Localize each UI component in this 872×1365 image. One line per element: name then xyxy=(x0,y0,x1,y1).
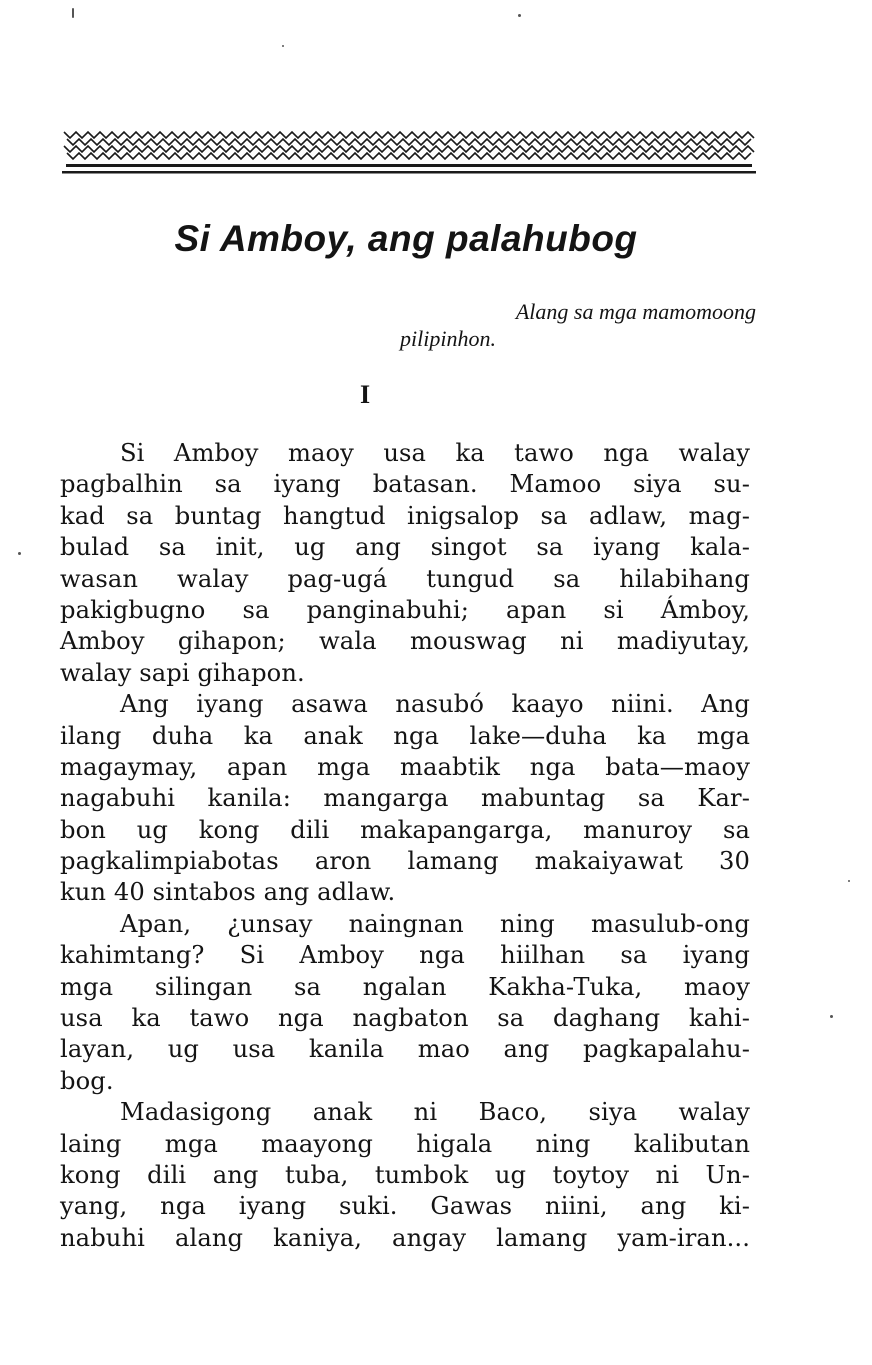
text-line: usa ka tawo nga nagbaton sa daghang kahi- xyxy=(60,1004,750,1033)
text-line: Apan, ¿unsay naingnan ning masulub-ong xyxy=(120,909,750,938)
text-line: bog. xyxy=(60,1066,114,1095)
text-line: magaymay, apan mga maabtik nga bata—maoy xyxy=(60,752,750,781)
text-line: nabuhi alang kaniya, angay lamang yam-iran... xyxy=(60,1223,750,1252)
text-line: bulad sa init, ug ang singot sa iyang kala- xyxy=(60,533,750,562)
text-line: pagkalimpiabotas aron lamang makaiyawat 30 xyxy=(60,847,750,876)
text-line: Ang iyang asawa nasubó kaayo niini. Ang xyxy=(120,690,750,719)
subtitle-line-2: pilipinhon. xyxy=(400,326,496,351)
decorative-header-border xyxy=(62,128,756,178)
text-line: yang, nga iyang suki. Gawas niini, ang ki- xyxy=(60,1192,750,1221)
scan-speck xyxy=(848,880,850,882)
scan-speck xyxy=(830,1015,833,1018)
scan-speck xyxy=(72,8,74,18)
text-line: Madasigong anak ni Baco, siya walay xyxy=(120,1098,750,1127)
text-line: walay sapi gihapon. xyxy=(60,658,305,687)
text-line: nagabuhi kanila: mangarga mabuntag sa Kar- xyxy=(60,784,750,813)
text-line: laing mga maayong higala ning kalibutan xyxy=(60,1129,750,1158)
scan-speck xyxy=(282,45,284,47)
text-line: kong dili ang tuba, tumbok ug toytoy ni Un- xyxy=(60,1160,750,1189)
text-line: bon ug kong dili makapangarga, manuroy sa xyxy=(60,815,750,844)
text-line: ilang duha ka anak nga lake—duha ka mga xyxy=(60,721,750,750)
story-title: Si Amboy, ang palahubog xyxy=(174,218,638,259)
text-line: kad sa buntag hangtud inigsalop sa adlaw, mag- xyxy=(60,501,750,530)
text-line: mga silingan sa ngalan Kakha-Tuka, maoy xyxy=(60,972,750,1001)
scan-speck xyxy=(18,552,21,555)
text-line: pakigbugno sa panginabuhi; apan si Ámboy, xyxy=(60,595,750,624)
story-body xyxy=(60,438,750,1254)
text-line: layan, ug usa kanila mao ang pagkapalahu- xyxy=(60,1035,750,1064)
dedication-subtitle xyxy=(400,298,760,352)
subtitle-line-1: Alang sa mga mamomoong xyxy=(515,299,756,324)
text-line: pagbalhin sa iyang batasan. Mamoo siya su- xyxy=(60,470,750,499)
text-line: wasan walay pag-ugá tungud sa hilabihang xyxy=(60,564,750,593)
text-line: kun 40 sintabos ang adlaw. xyxy=(60,878,396,907)
text-line: Si Amboy maoy usa ka tawo nga walay xyxy=(120,439,750,467)
text-line: kahimtang? Si Amboy nga hiilhan sa iyang xyxy=(60,941,750,970)
text-line: Amboy gihapon; wala mouswag ni madiyutay, xyxy=(60,627,750,656)
scan-speck xyxy=(518,14,521,17)
chapter-number: I xyxy=(359,380,371,409)
